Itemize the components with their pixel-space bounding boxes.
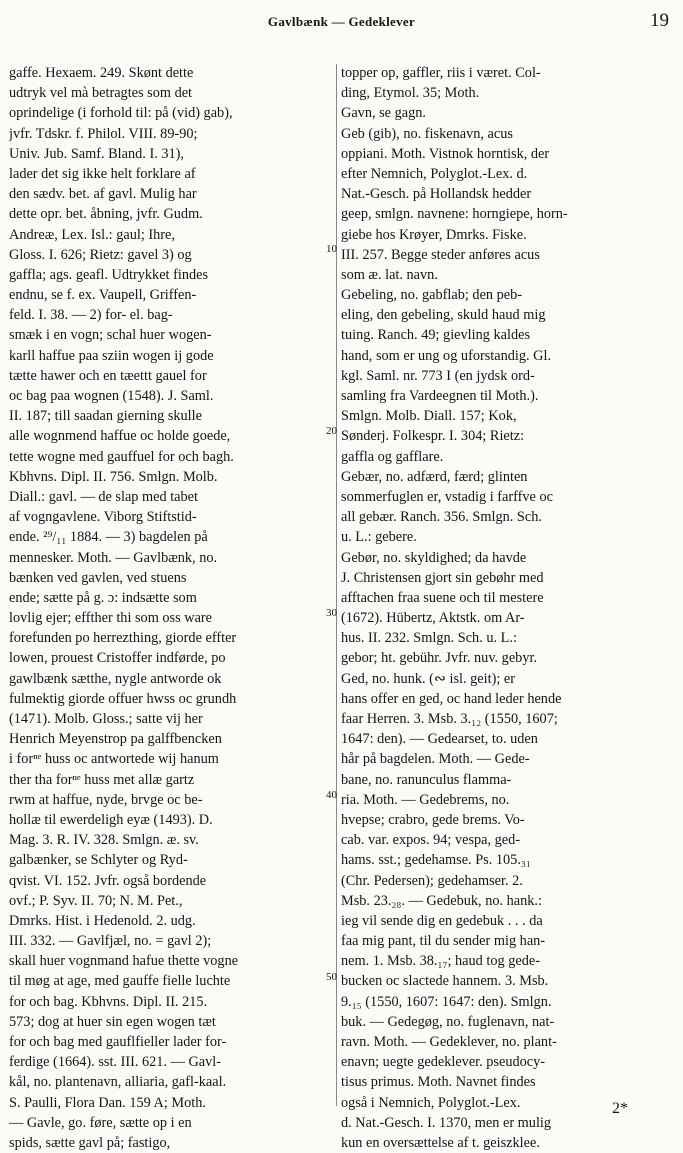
text-line: afftachen fraa suene och til mestere: [341, 589, 544, 606]
text-line: Msb. 23.₂₈. — Gedebuk, no. hank.:: [341, 892, 542, 909]
text-line: (1672). Hübertz, Aktstk. om Ar-: [341, 610, 525, 627]
text-line: Nat.-Gesch. på Hollandsk hedder: [341, 186, 532, 203]
text-line: feld. I. 38. — 2) for- el. bag-: [9, 307, 173, 324]
text-line: bænken ved gavlen, ved stuens: [9, 569, 187, 586]
text-line: hans offer en ged, oc hand leder hende: [341, 690, 562, 707]
text-line: 573; dog at huer sin egen wogen tæt: [9, 1013, 216, 1030]
text-line: lader det sig ikke helt forklare af: [9, 165, 196, 182]
text-line: tisus primus. Moth. Navnet findes: [341, 1074, 536, 1091]
text-line: — Gavle, go. føre, sætte op i en: [9, 1114, 192, 1131]
text-line: gaffla; ags. geafl. Udtrykket findes: [9, 266, 209, 283]
text-line: giebe hos Krøyer, Dmrks. Fiske.: [341, 226, 527, 243]
text-line: bane, no. ranunculus flamma-: [341, 771, 512, 788]
text-line: udtryk vel mà betragtes som det: [9, 85, 193, 102]
text-line: Henrich Meyenstrop pa galffbencken: [9, 731, 222, 748]
text-line: all gebær. Ranch. 356. Smlgn. Sch.: [341, 509, 542, 526]
text-line: kun en oversættelse af t. geiszklee.: [341, 1134, 540, 1151]
text-line: faa mig pant, til du sender mig han-: [341, 933, 546, 950]
text-line: III. 332. — Gavlfjæl, no. = gavl 2);: [9, 933, 212, 950]
text-line: jvfr. Tdskr. f. Philol. VIII. 89-90;: [9, 125, 198, 142]
text-line: u. L.: gebere.: [341, 529, 417, 546]
text-line: hår på bagdelen. Moth. — Gede-: [341, 751, 530, 768]
text-line: enavn; uegte gedeklever. pseudocy-: [341, 1054, 546, 1071]
text-line: S. Paulli, Flora Dan. 159 A; Moth.: [9, 1094, 206, 1111]
line-number-50: 50: [326, 971, 337, 983]
text-line: mennesker. Moth. — Gavlbænk, no.: [9, 549, 218, 566]
text-line: (1471). Molb. Gloss.; satte vij her: [9, 711, 203, 727]
text-line: oc bag paa wognen (1548). J. Saml.: [9, 388, 214, 404]
text-line: ria. Moth. — Gedebrems, no.: [341, 791, 510, 808]
text-line: d. Nat.-Gesch. I. 1370, men er mulig: [341, 1114, 552, 1131]
text-line: gebor; ht. gebühr. Jvfr. nuv. gebyr.: [341, 650, 538, 667]
text-line: ferdige (1664). sst. III. 621. — Gavl-: [9, 1054, 222, 1071]
text-line: qvist. VI. 152. Jvfr. også bordende: [9, 872, 207, 889]
text-line: II. 187; till saadan gierning skulle: [9, 408, 202, 425]
text-line: rwm at haffue, nyde, brvge oc be-: [9, 791, 203, 808]
text-line: kål, no. plantenavn, alliaria, gafl-kaal.: [9, 1074, 227, 1091]
text-line: Dmrks. Hist. i Hedenold. 2. udg.: [9, 912, 196, 929]
text-line: ding, Etymol. 35; Moth.: [341, 85, 480, 102]
text-line: gawlbænk sætthe, nygle antworde ok: [9, 670, 222, 687]
text-line: Ged, no. hunk. (∾ isl. geit); er: [341, 670, 515, 687]
text-line: spids, sætte gavl på; fastigo,: [9, 1134, 171, 1151]
text-line: hus. II. 232. Smlgn. Sch. u. L.:: [341, 630, 517, 647]
text-line: hand, som er ung og uforstandig. Gl.: [341, 347, 552, 364]
text-line: ende; sætte på g. ɔ: indsætte som: [9, 589, 197, 606]
text-line: Sønderj. Folkespr. I. 304; Rietz:: [341, 428, 525, 445]
text-line: i forⁿᵉ huss oc antwortede wij hanum: [9, 751, 219, 768]
text-line: sommerfuglen er, vstadig i farffve oc: [341, 488, 553, 505]
text-line: lovlig ejer; effther thi som oss ware: [9, 610, 213, 627]
text-line: Smlgn. Molb. Diall. 157; Kok,: [341, 408, 517, 425]
text-line: til møg at age, med gauffe fielle luchte: [9, 973, 231, 990]
text-line: galbænker, se Schlyter og Ryd-: [9, 852, 188, 869]
right-column: [341, 63, 669, 1153]
text-line: for och bag. Kbhvns. Dipl. II. 215.: [9, 993, 208, 1010]
text-line: fulmektig giorde offuer hwss oc grundh: [9, 690, 237, 707]
text-line: Mag. 3. R. IV. 328. Smlgn. æ. sv.: [9, 832, 199, 849]
line-number-40: 40: [326, 789, 337, 801]
text-line: samling fra Vardeegnen til Moth.).: [341, 388, 539, 404]
left-column: [9, 63, 339, 1153]
line-number-30: 30: [326, 607, 337, 619]
text-line: bucken oc slactede hannem. 3. Msb.: [341, 973, 549, 990]
page-number: 19: [650, 10, 669, 31]
text-line: geep, smlgn. navnene: horngiepe, horn-: [341, 206, 568, 223]
text-line: hvepse; crabro, gede brems. Vo-: [341, 811, 525, 828]
text-line: oppiani. Moth. Vistnok horntisk, der: [341, 145, 550, 162]
text-line: skall huer vognmand hafue thette vogne: [9, 953, 239, 970]
text-line: Diall.: gavl. — de slap med tabet: [9, 488, 198, 505]
text-line: kgl. Saml. nr. 773 I (en jydsk ord-: [341, 367, 535, 384]
text-line: forefunden po herrezthing, giorde effter: [9, 630, 237, 647]
text-line: Geb (gib), no. fiskenavn, acus: [341, 125, 513, 142]
text-line: topper op, gaffler, riis i været. Col-: [341, 65, 541, 81]
text-line: karll haffue paa sziin wogen ij gode: [9, 347, 214, 364]
text-line: faar Herren. 3. Msb. 3.₁₂ (1550, 1607;: [341, 711, 558, 727]
text-line: hollæ til ewerdeligh eyæ (1493). D.: [9, 811, 213, 828]
text-line: III. 257. Begge steder anføres acus: [341, 246, 540, 263]
text-line: tætte hawer och en tæettt gauel for: [9, 367, 207, 384]
text-line: hams. sst.; gedehamse. Ps. 105.₃₁: [341, 852, 531, 869]
page-header: [0, 10, 683, 32]
text-line: også i Nemnich, Polyglot.-Lex.: [341, 1094, 521, 1111]
line-number-10: 10: [326, 243, 337, 255]
running-title: Gavlbænk — Gedeklever: [267, 14, 416, 29]
text-line: Gebør, no. skyldighed; da havde: [341, 549, 527, 566]
text-line: buk. — Gedegøg, no. fuglenavn, nat-: [341, 1013, 555, 1030]
text-line: ther tha forⁿᵉ huss met allæ gartz: [9, 771, 195, 788]
text-line: efter Nemnich, Polyglot.-Lex. d.: [341, 165, 528, 182]
text-line: (Chr. Pedersen); gedehamser. 2.: [341, 872, 523, 889]
text-line: Kbhvns. Dipl. II. 756. Smlgn. Molb.: [9, 468, 218, 485]
text-line: gaffe. Hexaem. 249. Skønt dette: [9, 65, 194, 81]
text-line: smæk i en vogn; schal huer wogen-: [9, 327, 212, 344]
text-line: af vogngavlene. Viborg Stiftstid-: [9, 509, 197, 526]
text-line: 9.₁₅ (1550, 1607: 1647: den). Smlgn.: [341, 993, 552, 1010]
text-line: Gloss. I. 626; Rietz: gavel 3) og: [9, 246, 192, 263]
text-line: lowen, prouest Cristoffer indførde, po: [9, 650, 226, 667]
text-line: 1647: den). — Gedearset, to. uden: [341, 731, 538, 748]
text-line: for och bag med gauflfieller lader for-: [9, 1034, 227, 1050]
text-line: Gebær, no. adfærd, færd; glinten: [341, 468, 528, 485]
text-line: nem. 1. Msb. 38.₁₇; haud tog gede-: [341, 953, 540, 970]
text-line: dette opr. bet. åbning, jvfr. Gudm.: [9, 206, 203, 223]
text-line: tuing. Ranch. 49; gievling kaldes: [341, 327, 531, 344]
text-line: Andreæ, Lex. Isl.: gaul; Ihre,: [9, 226, 175, 243]
line-number-20: 20: [326, 425, 337, 437]
text-line: den sædv. bet. af gavl. Mulig har: [9, 186, 197, 203]
text-line: som æ. lat. navn.: [341, 266, 438, 283]
text-line: tette wogne med gauffuel for och bagh.: [9, 448, 234, 465]
text-line: Gebeling, no. gabflab; den peb-: [341, 287, 523, 304]
signature-mark: 2*: [612, 1100, 628, 1117]
text-line: Univ. Jub. Samf. Bland. I. 31),: [9, 145, 184, 162]
text-line: gaffla og gafflare.: [341, 448, 444, 465]
text-line: ieg vil sende dig en gedebuk . . . da: [341, 912, 543, 929]
text-line: ovf.; P. Syv. II. 70; N. M. Pet.,: [9, 892, 183, 909]
text-line: J. Christensen gjort sin gebøhr med: [341, 569, 544, 586]
text-line: alle wognmend haffue oc holde goede,: [9, 428, 231, 445]
text-line: Gavn, se gagn.: [341, 105, 426, 122]
text-line: ende. ²⁹/₁₁ 1884. — 3) bagdelen på: [9, 529, 208, 546]
text-line: cab. var. expos. 94; vespa, ged-: [341, 832, 521, 849]
text-line: oprindelige (i forhold til: på (vid) gab),: [9, 105, 233, 122]
column-divider: [336, 64, 337, 1106]
text-line: endnu, se f. ex. Vaupell, Griffen-: [9, 287, 197, 304]
text-line: ravn. Moth. — Gedeklever, no. plant-: [341, 1034, 557, 1050]
text-line: eling, den gebeling, skuld haud mig: [341, 307, 546, 324]
